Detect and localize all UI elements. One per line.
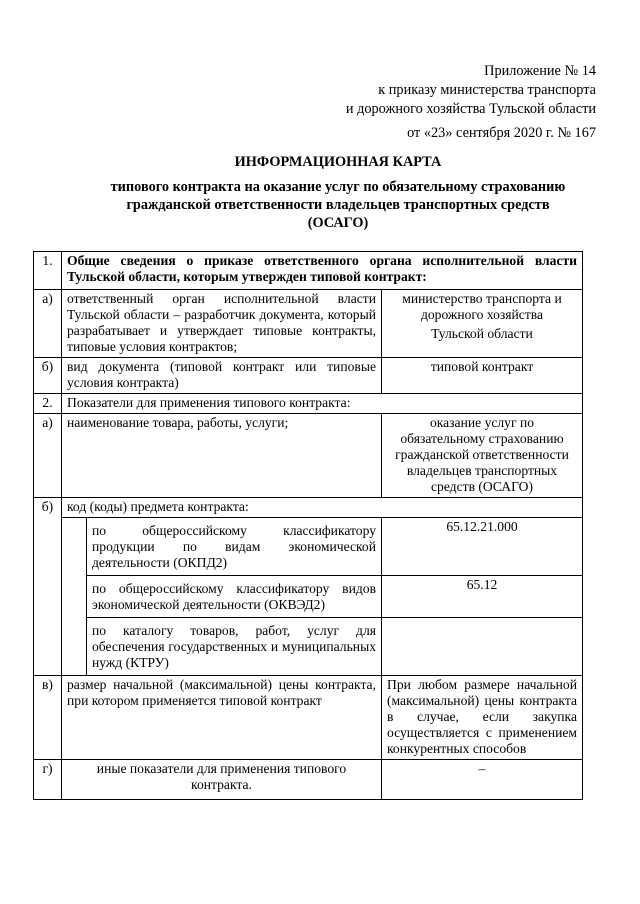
section-2-heading: Показатели для применения типового контракта: <box>62 394 583 414</box>
row-number: б) <box>34 498 62 676</box>
row-label: наименование товара, работы, услуги; <box>62 414 382 498</box>
table-row-section-1 <box>34 252 583 290</box>
row-label: иные показатели для применения типового контракта. <box>62 760 382 800</box>
table-row-okpd <box>34 518 583 576</box>
row-number: а) <box>34 290 62 358</box>
table-row-section-2 <box>34 394 583 414</box>
table-row-okved <box>34 576 583 618</box>
section-1-heading: Общие сведения о приказе ответственного органа исполнительной власти Тульской области, которым утвержден типовой контракт: <box>62 252 583 290</box>
row-label: вид документа (типовой контракт или типовые условия контракта) <box>62 358 382 394</box>
ministry-name: и дорожного хозяйства Тульской области <box>345 101 596 117</box>
okved-value: 65.12 <box>382 576 583 618</box>
okpd-value: 65.12.21.000 <box>382 518 583 576</box>
okpd-label: по общероссийскому классификатору продукции по видам экономической деятельности (ОКПД2) <box>87 518 382 576</box>
ktru-label: по каталогу товаров, работ, услуг для обеспечения государственных и муниципальных нужд (КТРУ) <box>87 618 382 676</box>
title-line-3: (ОСАГО) <box>307 215 369 231</box>
row-number: а) <box>34 414 62 498</box>
table-row-2g <box>34 760 583 800</box>
ktru-value <box>382 618 583 676</box>
row-value: оказание услуг по обязательному страхованию гражданской ответственности владельцев транспортных средств (ОСАГО) <box>382 414 583 498</box>
title-line-2: гражданской ответственности владельцев транспортных средств <box>126 197 550 213</box>
row-value-line-3: Тульской области <box>431 326 533 341</box>
indent-cell <box>62 518 87 676</box>
title-line-1: типового контракта на оказание услуг по обязательному страхованию <box>110 179 566 195</box>
document-header <box>346 62 596 143</box>
order-reference: к приказу министерства транспорта <box>378 82 596 98</box>
info-card-table <box>33 251 583 800</box>
document-title <box>80 153 596 232</box>
appendix-number: Приложение № 14 <box>484 63 596 79</box>
row-label: размер начальной (максимальной) цены контракта, при котором применяется типовой контракт <box>62 676 382 760</box>
row-number: г) <box>34 760 62 800</box>
row-value: При любом размере начальной (максимальной) цены контракта в случае, если закупка осуществляется с применением конкурентных способов <box>382 676 583 760</box>
table-row-1a <box>34 290 583 358</box>
order-date: от «23» сентября 2020 г. № 167 <box>407 125 596 141</box>
table-row-2v <box>34 676 583 760</box>
table-row-ktru <box>34 618 583 676</box>
row-value-line-2: дорожного хозяйства <box>420 307 544 322</box>
row-label: код (коды) предмета контракта: <box>62 498 583 518</box>
row-number: б) <box>34 358 62 394</box>
row-value <box>382 290 583 358</box>
table-row-2a <box>34 414 583 498</box>
row-value: – <box>382 760 583 800</box>
row-value-line-1: министерство транспорта и <box>402 291 562 306</box>
table-row-2b <box>34 498 583 518</box>
okved-label: по общероссийскому классификатору видов экономической деятельности (ОКВЭД2) <box>87 576 382 618</box>
row-label: ответственный орган исполнительной власти Тульской области – разработчик документа, который разрабатывает и утверждает типовые контракты, типовые условия контрактов; <box>62 290 382 358</box>
row-number: 2. <box>34 394 62 414</box>
table-row-1b <box>34 358 583 394</box>
row-value: типовой контракт <box>382 358 583 394</box>
title-main: ИНФОРМАЦИОННАЯ КАРТА <box>234 154 442 170</box>
row-number: 1. <box>34 252 62 290</box>
row-number: в) <box>34 676 62 760</box>
